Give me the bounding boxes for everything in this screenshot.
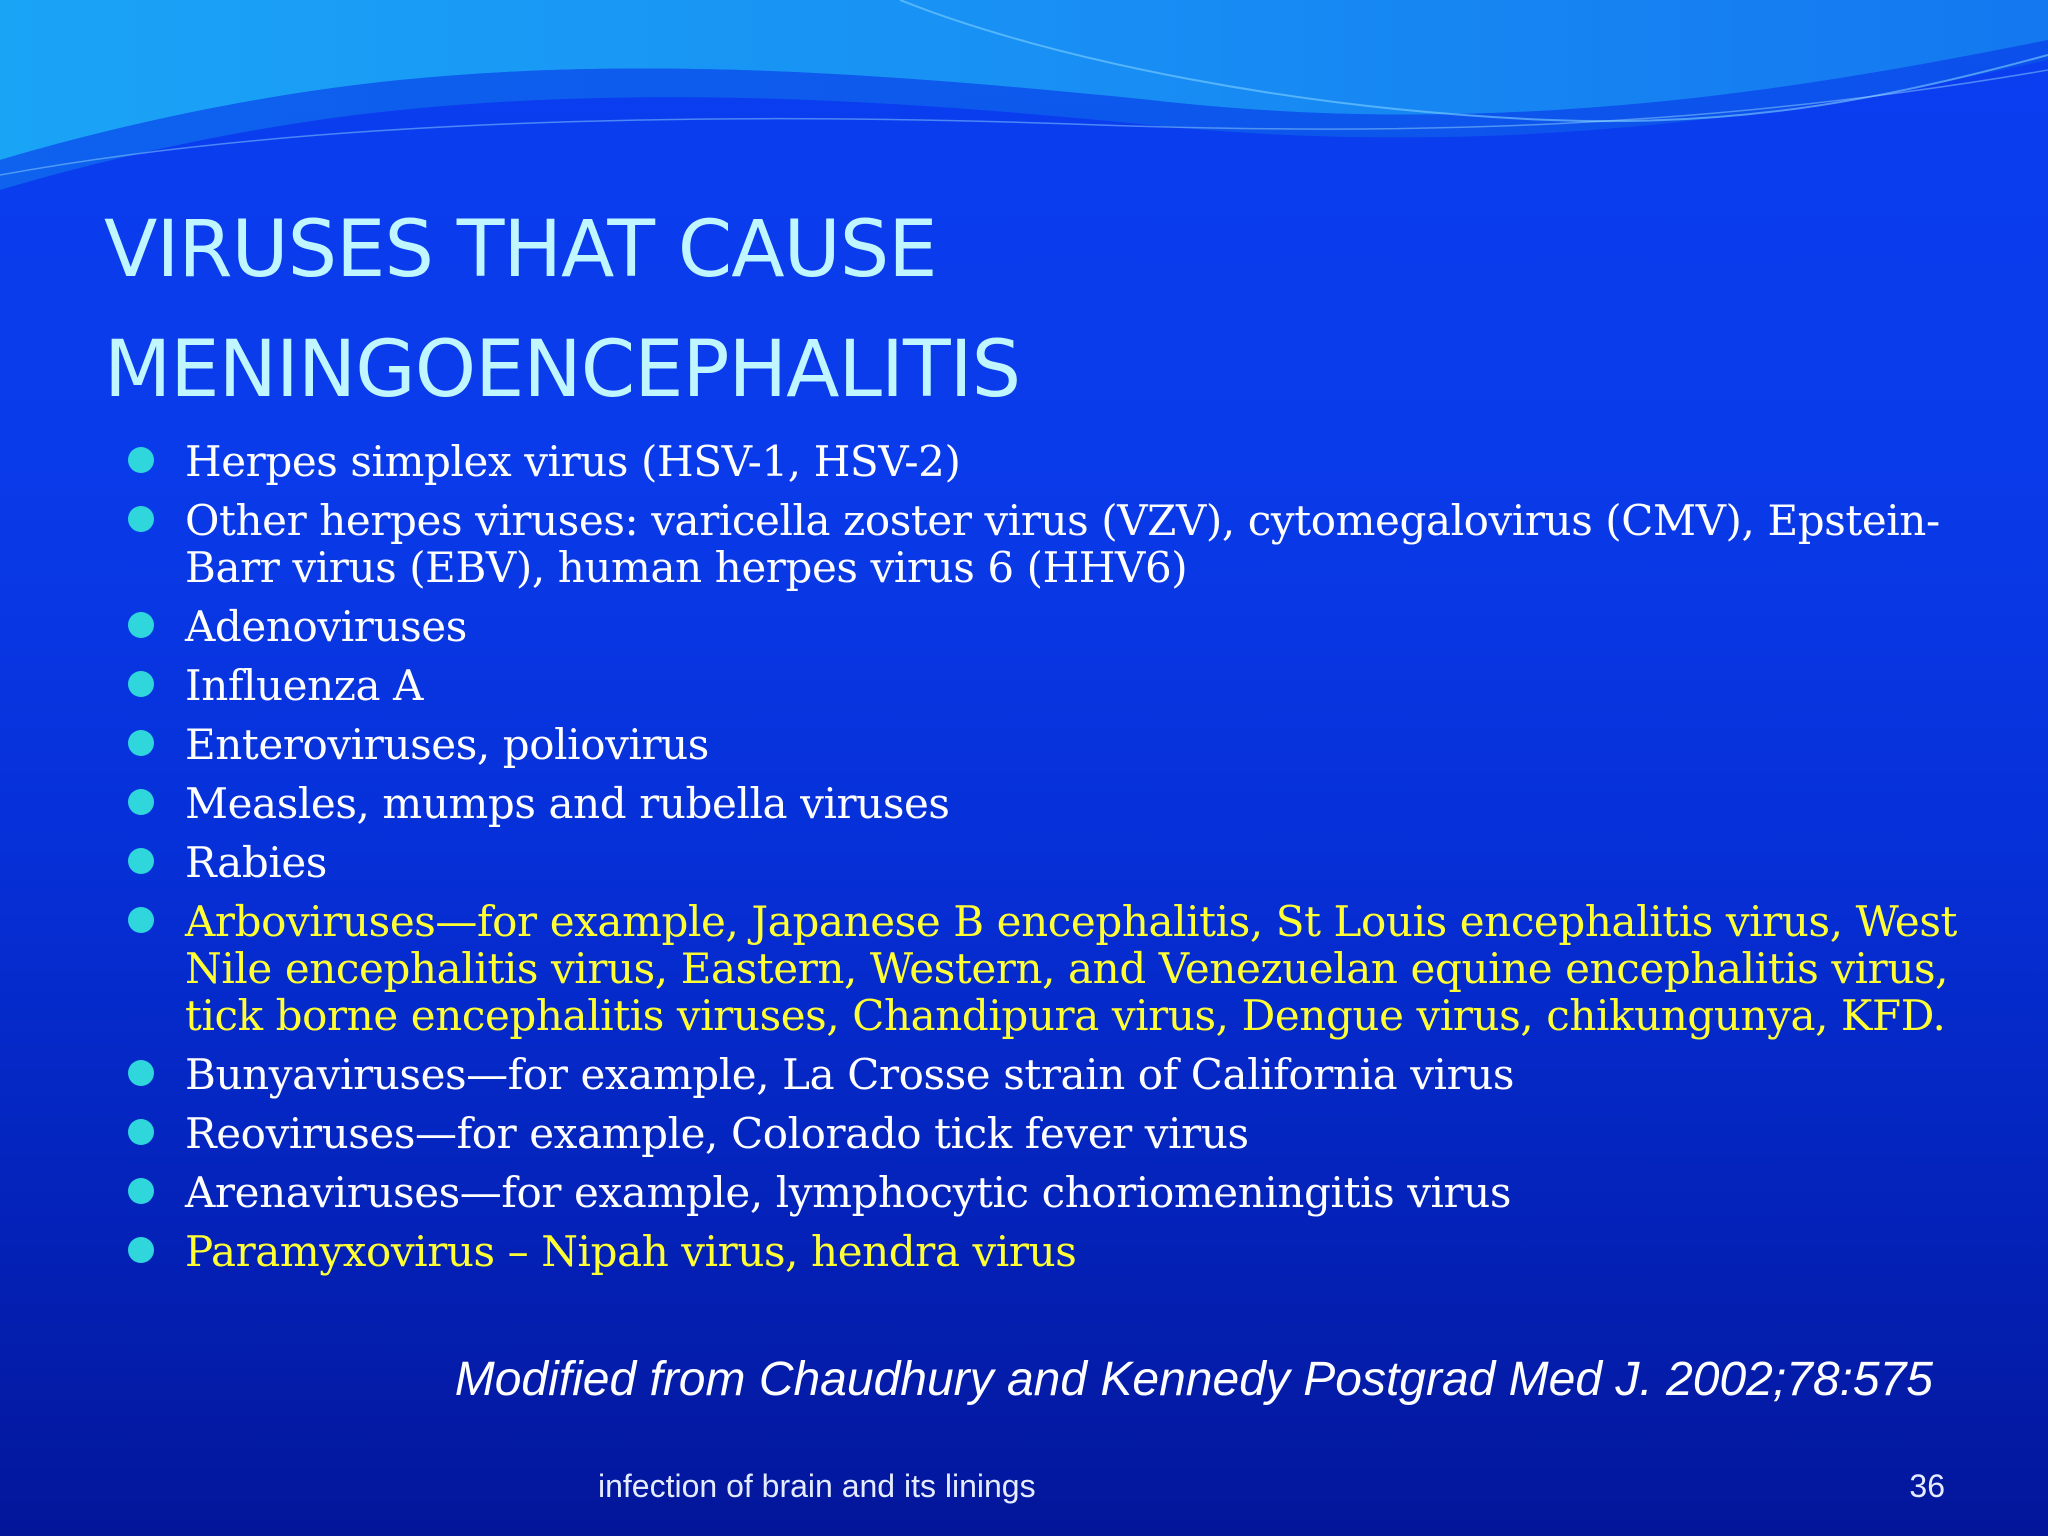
- bullet-dot-icon: [128, 848, 154, 874]
- bullet-dot-icon: [128, 506, 154, 532]
- bullet-text: Arboviruses—for example, Japanese B encephalitis, St Louis encephalitis virus, West Nile encephalitis virus, Eastern, Western, and Venezuelan equine encephalitis virus, tick borne encephalitis viruses, Chandipura virus, Dengue virus, chikungunya, KFD.: [185, 897, 1958, 1040]
- list-item: [0, 721, 2048, 768]
- bullet-text: Adenoviruses: [185, 602, 467, 651]
- bullet-text: Influenza A: [185, 661, 424, 710]
- slide-title-line-1: VIRUSES THAT CAUSE: [104, 205, 937, 295]
- bullet-text: Arenaviruses—for example, lymphocytic choriomeningitis virus: [185, 1168, 1512, 1217]
- list-item-highlighted: [0, 1228, 2048, 1275]
- footer-text: infection of brain and its linings: [598, 1468, 1036, 1504]
- list-item: [0, 1051, 2048, 1098]
- list-item: [0, 780, 2048, 827]
- bullet-dot-icon: [128, 730, 154, 756]
- virus-bullet-list: [0, 438, 2048, 1287]
- bullet-dot-icon: [128, 447, 154, 473]
- bullet-dot-icon: [128, 1060, 154, 1086]
- bullet-dot-icon: [128, 789, 154, 815]
- list-item: [0, 1169, 2048, 1216]
- list-item: [0, 497, 2048, 591]
- bullet-dot-icon: [128, 671, 154, 697]
- bullet-text: Measles, mumps and rubella viruses: [185, 779, 950, 828]
- header-wave-decoration: [0, 0, 2048, 200]
- bullet-dot-icon: [128, 1119, 154, 1145]
- bullet-text: Paramyxovirus – Nipah virus, hendra virus: [185, 1227, 1077, 1276]
- bullet-text: Rabies: [185, 838, 327, 887]
- bullet-dot-icon: [128, 612, 154, 638]
- bullet-dot-icon: [128, 1237, 154, 1263]
- list-item: [0, 603, 2048, 650]
- bullet-text: Reoviruses—for example, Colorado tick fever virus: [185, 1109, 1249, 1158]
- bullet-text: Other herpes viruses: varicella zoster virus (VZV), cytomegalovirus (CMV), Epstein-Barr virus (EBV), human herpes virus 6 (HHV6): [185, 496, 1940, 592]
- bullet-text: Herpes simplex virus (HSV-1, HSV-2): [185, 437, 961, 486]
- page-number: 36: [1909, 1468, 1945, 1504]
- slide-title-line-2: MENINGOENCEPHALITIS: [104, 325, 1021, 415]
- bullet-text: Enteroviruses, poliovirus: [185, 720, 709, 769]
- list-item: [0, 438, 2048, 485]
- bullet-dot-icon: [128, 907, 154, 933]
- bullet-dot-icon: [128, 1178, 154, 1204]
- source-citation: Modified from Chaudhury and Kennedy Postgrad Med J. 2002;78:575: [454, 1353, 1933, 1406]
- slide-title: [104, 190, 1604, 430]
- list-item-highlighted: [0, 898, 2048, 1039]
- bullet-text: Bunyaviruses—for example, La Crosse strain of California virus: [185, 1050, 1515, 1099]
- list-item: [0, 662, 2048, 709]
- list-item: [0, 1110, 2048, 1157]
- list-item: [0, 839, 2048, 886]
